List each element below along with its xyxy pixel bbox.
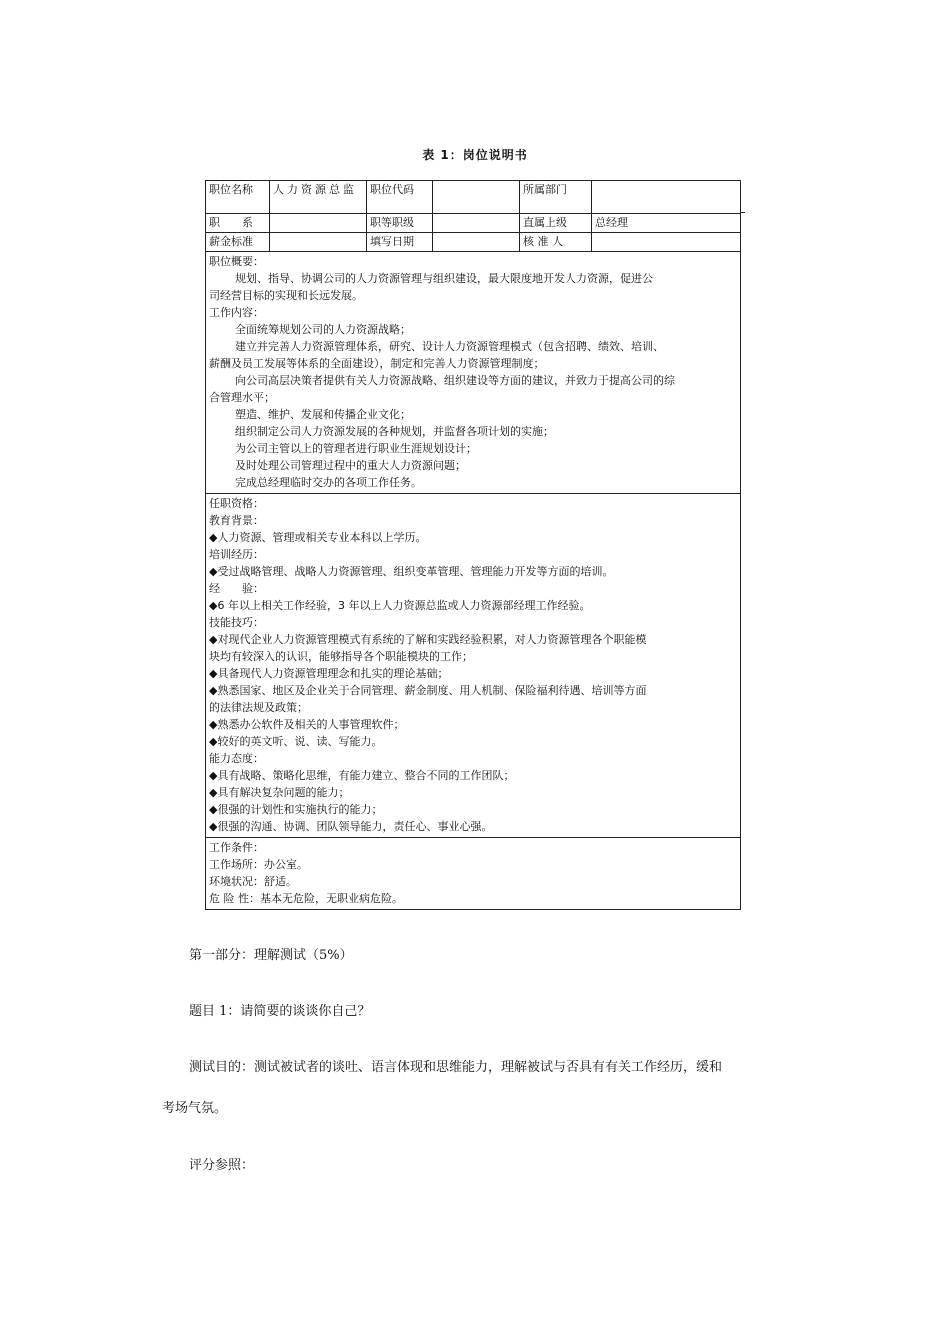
cell <box>433 233 520 251</box>
text-line: 及时处理公司管理过程中的重大人力资源问题； <box>235 459 466 472</box>
text-line: 任职资格： <box>209 497 264 510</box>
text-line: ◆对现代企业人力资源管理模式有系统的了解和实践经验积累，对人力资源管理各个职能模 <box>209 633 647 646</box>
test-purpose-line-1: 测试目的：测试被试者的谈吐、语言体现和思维能力，理解被试与否具有有关工作经历，缓和 <box>189 1060 723 1075</box>
test-purpose-line-2: 考场气氛。 <box>162 1101 228 1116</box>
text-line: 全面统筹规划公司的人力资源战略； <box>235 323 411 336</box>
text-line: 工作条件： <box>209 841 264 854</box>
text-line: 建立并完善人力资源管理体系，研究、设计人力资源管理模式（包含招聘、绩效、培训、 <box>235 340 664 353</box>
text-line: 块均有较深入的认识，能够指导各个职能模块的工作； <box>209 650 473 663</box>
cell <box>592 181 740 213</box>
text-line: ◆熟悉办公软件及相关的人事管理软件； <box>209 718 405 731</box>
part-heading: 第一部分：理解测试（5%） <box>189 948 353 963</box>
text-line: 培训经历： <box>209 548 264 561</box>
cell <box>433 181 520 213</box>
cell: 人力资源总监 <box>270 181 367 213</box>
cell: 直属上级 <box>520 214 592 232</box>
cell: 职位代码 <box>367 181 433 213</box>
text-line: 司经营目标的实现和长远发展。 <box>209 289 363 302</box>
text-line: 环境状况：舒适。 <box>209 875 297 888</box>
text-line: 危 险 性：基本无危险，无职业病危险。 <box>209 892 403 905</box>
text-line: 塑造、维护、发展和传播企业文化； <box>235 408 411 421</box>
text-line: 工作场所：办公室。 <box>209 858 308 871</box>
text-line: 的法律法规及政策； <box>209 701 308 714</box>
text-line: 合管理水平； <box>209 391 275 404</box>
section-qualifications <box>206 494 740 838</box>
table-title: 表 1：岗位说明书 <box>422 148 528 162</box>
header-row-3 <box>206 233 740 252</box>
duties-heading: 工作内容： <box>209 306 264 319</box>
cell: 职等职级 <box>367 214 433 232</box>
text-line: 经 验： <box>209 582 264 595</box>
text-line: ◆具备现代人力资源管理理念和扎实的理论基础； <box>209 667 449 680</box>
text-line: 组织制定公司人力资源发展的各种规划，并监督各项计划的实施； <box>235 425 554 438</box>
text-line: ◆具有解决复杂问题的能力； <box>209 786 350 799</box>
job-description-table <box>205 180 741 910</box>
text-line: ◆6 年以上相关工作经验，3 年以上人力资源总监或人力资源部经理工作经验。 <box>209 599 591 612</box>
text-line: ◆具有战略、策略化思维，有能力建立、整合不同的工作团队； <box>209 769 515 782</box>
cell: 所属部门 <box>520 181 592 213</box>
cell: 核 准 人 <box>520 233 592 251</box>
text-line: 完成总经理临时交办的各项工作任务。 <box>235 476 422 489</box>
text-line: ◆熟悉国家、地区及企业关于合同管理、薪金制度、用人机制、保险福利待遇、培训等方面 <box>209 684 647 697</box>
cell: 总经理 <box>595 216 628 229</box>
cell <box>270 233 367 251</box>
section-overview-duties <box>206 252 740 494</box>
overview-heading: 职位概要： <box>209 255 264 268</box>
scoring-reference: 评分参照： <box>189 1158 255 1173</box>
cell: 职 系 <box>206 214 270 232</box>
question-1: 题目 1：请简要的谈谈你自己？ <box>189 1004 371 1019</box>
text-line: ◆较好的英文听、说、读、写能力。 <box>209 735 383 748</box>
text-line: ◆受过战略管理、战略人力资源管理、组织变革管理、管理能力开发等方面的培训。 <box>209 565 614 578</box>
cell: 填写日期 <box>367 233 433 251</box>
text-line: 能力态度： <box>209 752 264 765</box>
table-rule-extension <box>741 212 745 213</box>
text-line: 教育背景： <box>209 514 264 527</box>
text-line: 规划、指导、协调公司的人力资源管理与组织建设，最大限度地开发人力资源，促进公 <box>235 272 653 285</box>
text-line: 薪酬及员工发展等体系的全面建设），制定和完善人力资源管理制度； <box>209 357 545 370</box>
cell <box>592 233 740 251</box>
header-row-2 <box>206 214 740 233</box>
cell <box>433 214 520 232</box>
text-line: 技能技巧： <box>209 616 264 629</box>
text-line: ◆人力资源、管理或相关专业本科以上学历。 <box>209 531 427 544</box>
text-line: ◆很强的计划性和实施执行的能力； <box>209 803 383 816</box>
cell <box>270 214 367 232</box>
cell: 职位名称 <box>206 181 270 213</box>
text-line: ◆很强的沟通、协调、团队领导能力，责任心、事业心强。 <box>209 820 493 833</box>
text-line: 向公司高层决策者提供有关人力资源战略、组织建设等方面的建议，并致力于提高公司的综 <box>235 374 675 387</box>
section-conditions <box>206 838 740 909</box>
cell: 薪金标准 <box>206 233 270 251</box>
text-line: 为公司主管以上的管理者进行职业生涯规划设计； <box>235 442 477 455</box>
header-row-1 <box>206 181 740 214</box>
